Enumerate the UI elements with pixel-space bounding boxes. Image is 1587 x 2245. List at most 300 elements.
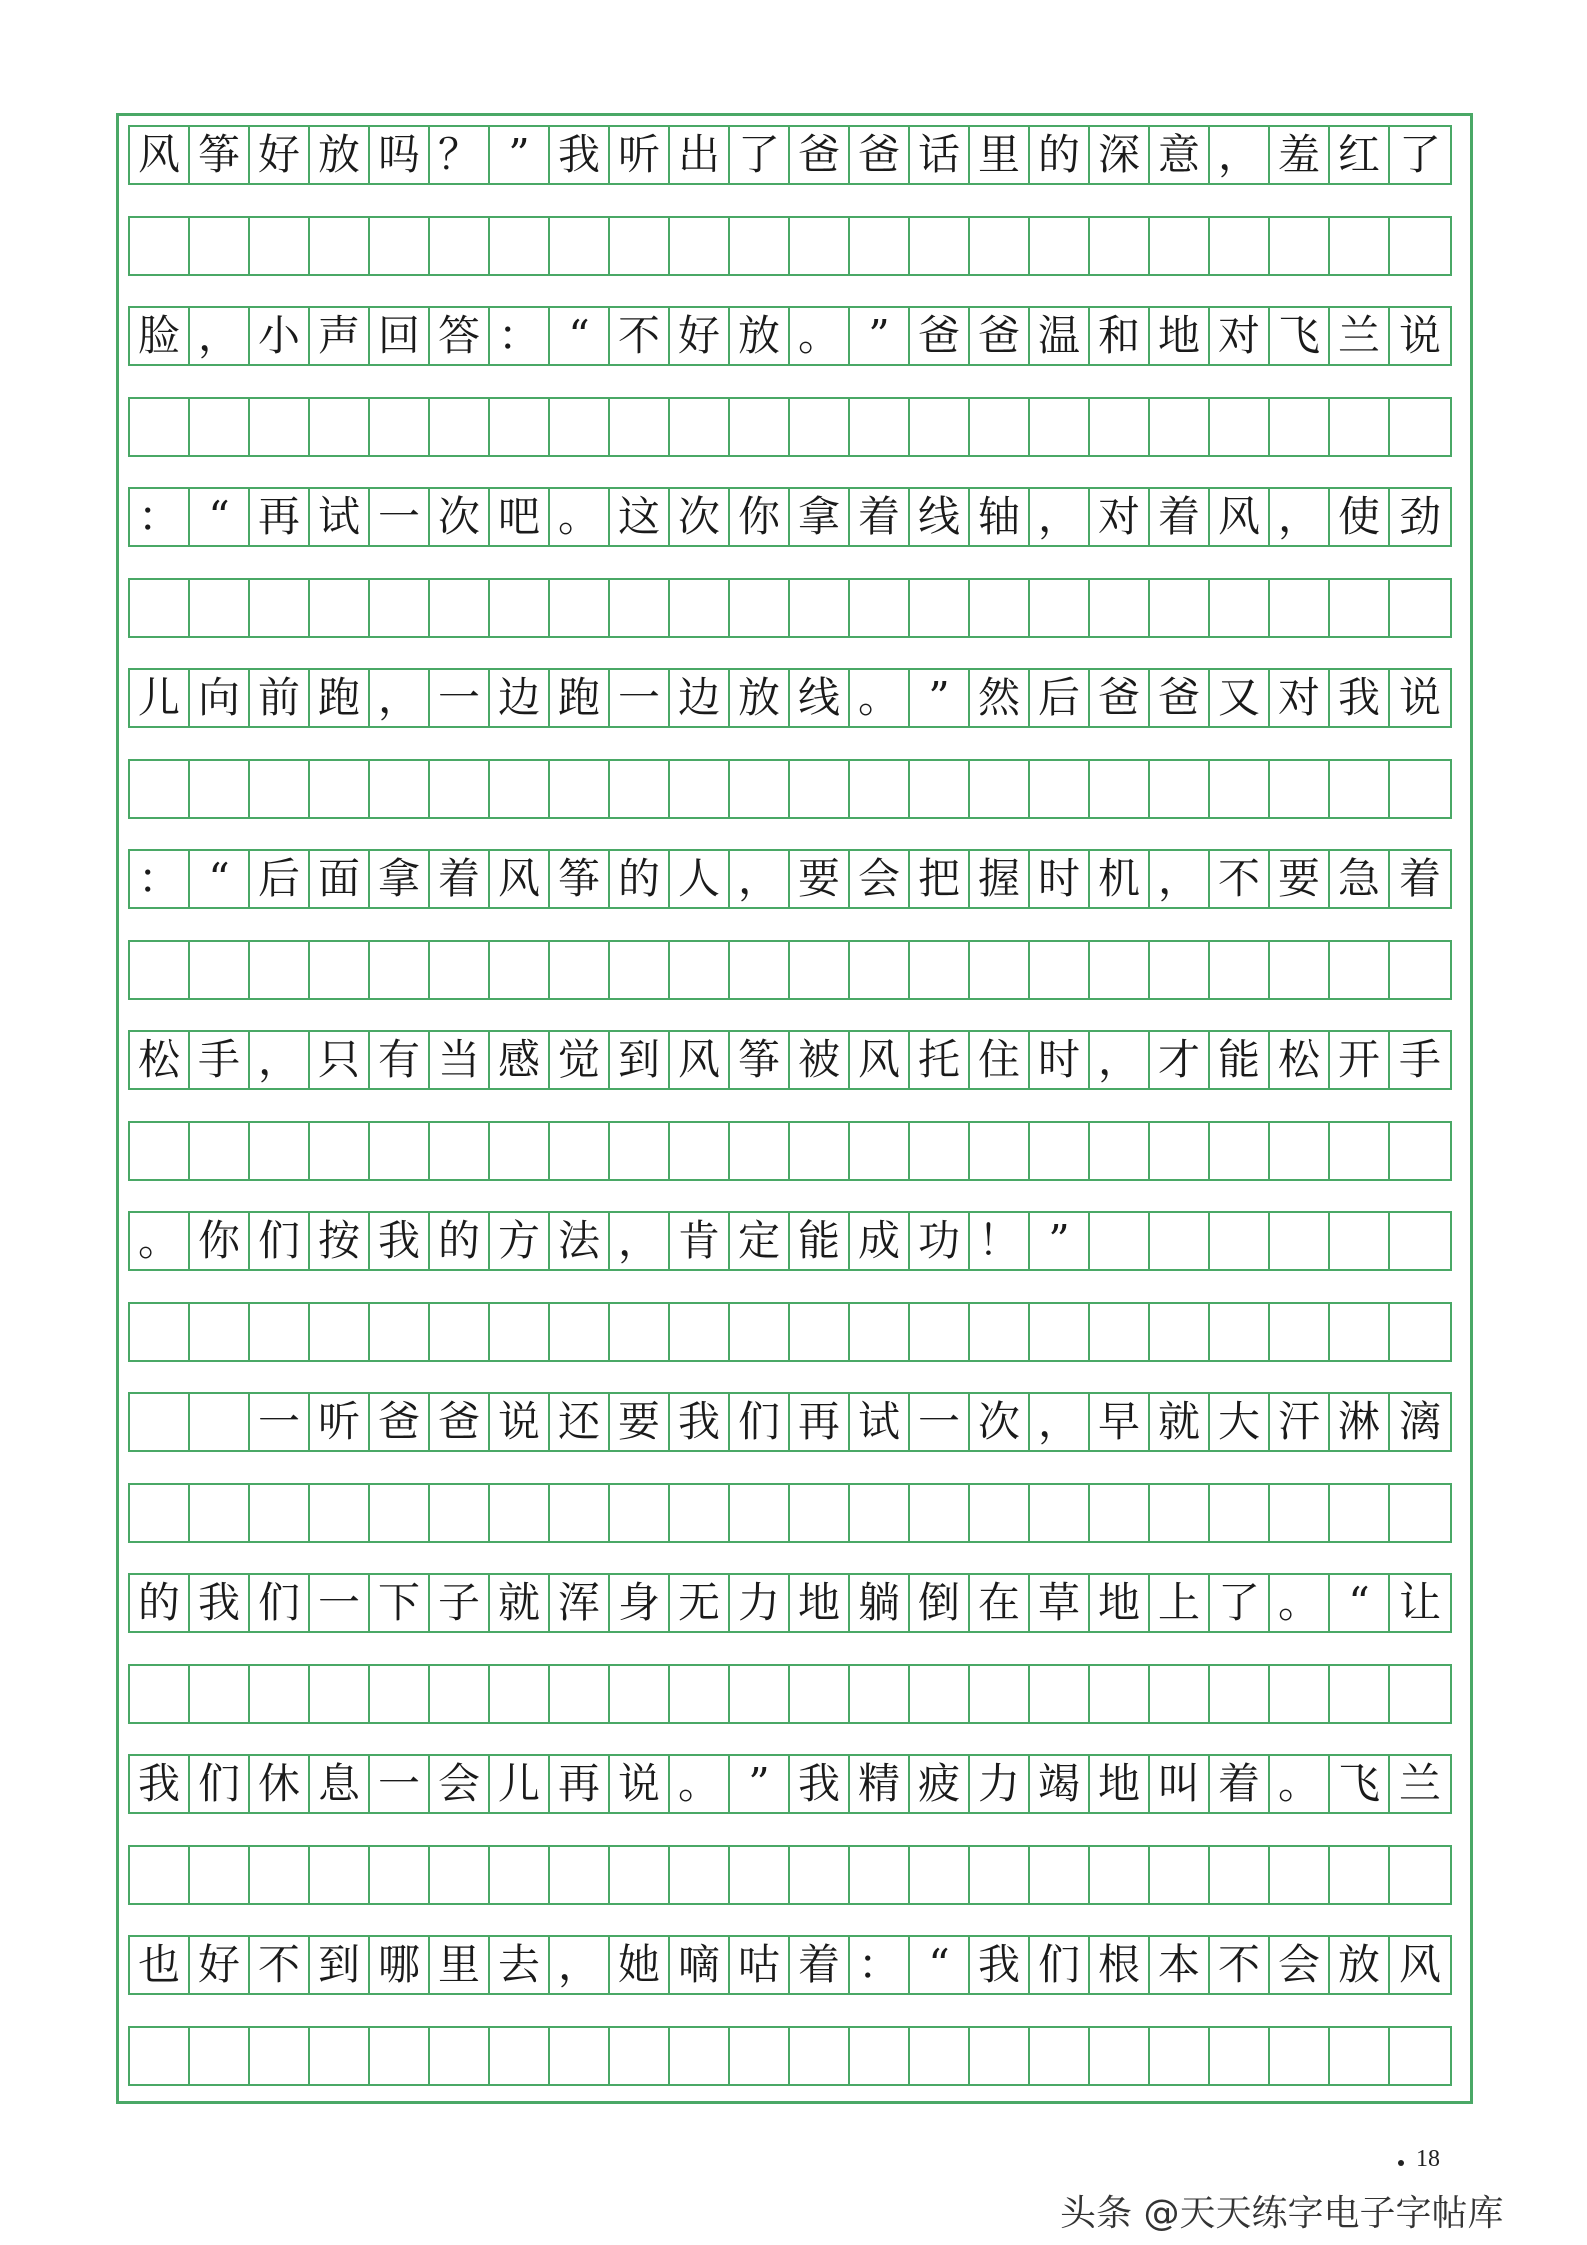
character-cell: 儿 [490,1756,550,1812]
practice-cell [1330,1666,1390,1722]
character-cell: 爸 [1150,670,1210,726]
character-cell: 功 [910,1213,970,1269]
practice-cell [850,1847,910,1903]
practice-cell [190,1304,250,1360]
character-cell: 一 [370,1756,430,1812]
practice-cell [130,218,190,274]
character-cell: 汗 [1270,1394,1330,1450]
practice-cell [250,1666,310,1722]
practice-cell [730,1485,790,1541]
character-cell: 爸 [370,1394,430,1450]
practice-cell [1270,1666,1330,1722]
practice-cell [130,1485,190,1541]
character-cell: 本 [1150,1937,1210,1993]
text-row [128,1754,1452,1814]
character-cell: 风 [670,1032,730,1088]
practice-cell [850,942,910,998]
character-cell: 爸 [790,127,850,183]
practice-cell [130,1847,190,1903]
character-cell: 里 [430,1937,490,1993]
character-cell: 的 [430,1213,490,1269]
practice-cell [670,218,730,274]
character-cell: 飞 [1330,1756,1390,1812]
practice-cell [250,218,310,274]
character-cell: 风 [1210,489,1270,545]
character-cell: 。 [130,1213,190,1269]
practice-cell [850,218,910,274]
practice-cell [1270,218,1330,274]
practice-cell [490,1847,550,1903]
practice-cell [1330,1847,1390,1903]
practice-cell [730,1666,790,1722]
practice-row [128,1483,1452,1543]
practice-cell [130,1666,190,1722]
practice-cell [310,2028,370,2084]
character-cell: 放 [1330,1937,1390,1993]
character-cell: 你 [730,489,790,545]
practice-cell [190,942,250,998]
practice-cell [1330,1123,1390,1179]
practice-cell [550,761,610,817]
practice-cell [1210,1847,1270,1903]
practice-cell [670,1485,730,1541]
practice-cell [910,580,970,636]
character-cell: 地 [1090,1575,1150,1631]
practice-cell [310,1847,370,1903]
practice-cell [970,1485,1030,1541]
character-cell: ， [1090,1032,1150,1088]
practice-cell [1150,761,1210,817]
practice-cell [1270,1123,1330,1179]
character-cell: 说 [1398,311,1441,360]
character-cell: ！ [970,1213,1030,1269]
character-cell [1270,1213,1330,1269]
practice-cell [970,1304,1030,1360]
character-cell: 住 [970,1032,1030,1088]
character-cell: 听 [610,127,670,183]
practice-cell [610,580,670,636]
character-cell: ， [1030,1394,1090,1450]
character-cell: 着 [1398,854,1441,903]
practice-cell [610,2028,670,2084]
practice-cell [1030,580,1090,636]
practice-cell [1150,1304,1210,1360]
practice-cell [790,2028,850,2084]
character-cell: 羞 [1270,127,1330,183]
practice-cell [1150,942,1210,998]
page-number-dot [1398,2160,1404,2166]
character-cell: 在 [970,1575,1030,1631]
practice-cell [250,399,310,455]
practice-cell [310,761,370,817]
practice-cell [910,2028,970,2084]
practice-cell [1390,1666,1450,1722]
practice-cell [790,942,850,998]
character-cell: ： [850,1937,910,1993]
character-cell: “ [550,308,610,364]
character-cell: 竭 [1030,1756,1090,1812]
character-cell: 。 [1270,1575,1330,1631]
practice-cell [310,942,370,998]
practice-cell [370,1847,430,1903]
character-cell: 兰 [1398,1759,1441,1808]
practice-cell [490,1666,550,1722]
practice-cell [550,1123,610,1179]
practice-cell [790,1304,850,1360]
practice-cell [190,1123,250,1179]
character-cell: 当 [430,1032,490,1088]
character-cell: 的 [130,1575,190,1631]
character-cell: 开 [1330,1032,1390,1088]
character-cell: 方 [490,1213,550,1269]
practice-row [128,2026,1452,2086]
character-cell: 无 [670,1575,730,1631]
character-cell: 跑 [310,670,370,726]
character-cell: 小 [250,308,310,364]
practice-cell [670,1123,730,1179]
character-cell: 不 [610,308,670,364]
practice-cell [1390,399,1450,455]
character-cell: 一 [610,670,670,726]
practice-cell [490,942,550,998]
practice-cell [490,399,550,455]
character-cell: 人 [670,851,730,907]
practice-cell [430,580,490,636]
character-cell: 握 [970,851,1030,907]
practice-cell [490,1123,550,1179]
character-cell: 风 [490,851,550,907]
character-cell: 还 [550,1394,610,1450]
practice-cell [430,1847,490,1903]
practice-cell [1210,761,1270,817]
practice-cell [1090,218,1150,274]
character-cell: 我 [190,1575,250,1631]
practice-cell [610,1123,670,1179]
character-cell: 好 [250,127,310,183]
practice-cell [130,580,190,636]
character-cell: 不 [1210,1937,1270,1993]
practice-cell [730,761,790,817]
character-cell: 觉 [550,1032,610,1088]
character-cell: 力 [970,1756,1030,1812]
practice-cell [610,942,670,998]
character-cell: “ [910,1937,970,1993]
character-cell: 出 [670,127,730,183]
character-cell: 使 [1330,489,1390,545]
practice-cell [550,218,610,274]
practice-cell [730,1847,790,1903]
character-cell: 劲 [1398,492,1441,541]
practice-cell [1150,1485,1210,1541]
practice-cell [1270,1485,1330,1541]
character-cell: 早 [1090,1394,1150,1450]
character-cell: 线 [910,489,970,545]
practice-cell [850,580,910,636]
practice-cell [1390,1123,1450,1179]
practice-cell [610,761,670,817]
character-cell: 爸 [850,127,910,183]
practice-cell [790,1666,850,1722]
character-cell: 爸 [430,1394,490,1450]
character-cell: 温 [1030,308,1090,364]
character-cell: ， [1270,489,1330,545]
character-cell: ， [730,851,790,907]
practice-cell [130,399,190,455]
practice-cell [190,2028,250,2084]
practice-cell [1210,218,1270,274]
practice-cell [1330,580,1390,636]
practice-cell [730,1304,790,1360]
character-cell: 说 [1398,673,1441,722]
character-cell: 有 [370,1032,430,1088]
character-cell [1150,1213,1210,1269]
character-cell: 。 [1270,1756,1330,1812]
character-cell: 浑 [550,1575,610,1631]
practice-cell [490,1304,550,1360]
practice-cell [1090,399,1150,455]
character-cell: 你 [190,1213,250,1269]
practice-cell [370,761,430,817]
character-cell: 机 [1090,851,1150,907]
character-cell: 被 [790,1032,850,1088]
practice-cell [430,1666,490,1722]
practice-cell [850,1123,910,1179]
text-row [128,1030,1452,1090]
practice-cell [670,399,730,455]
practice-cell [370,1123,430,1179]
character-cell: ， [370,670,430,726]
character-cell: 力 [730,1575,790,1631]
practice-cell [850,1304,910,1360]
character-cell: 到 [610,1032,670,1088]
character-cell: 好 [190,1937,250,1993]
character-cell: 放 [730,308,790,364]
practice-cell [1330,399,1390,455]
character-cell: ， [250,1032,310,1088]
text-row [128,1392,1452,1452]
character-cell: 精 [850,1756,910,1812]
character-cell: “ [190,851,250,907]
character-cell: ” [490,127,550,183]
character-cell: 深 [1090,127,1150,183]
practice-cell [130,2028,190,2084]
practice-cell [190,580,250,636]
practice-row [128,1664,1452,1724]
practice-row [128,759,1452,819]
character-cell: 草 [1030,1575,1090,1631]
character-cell: 只 [310,1032,370,1088]
character-cell: 定 [730,1213,790,1269]
practice-cell [550,1666,610,1722]
character-cell: 我 [1330,670,1390,726]
character-cell: 。 [850,670,910,726]
character-cell: 躺 [850,1575,910,1631]
practice-cell [1390,1485,1450,1541]
practice-cell [790,399,850,455]
practice-cell [1270,580,1330,636]
practice-cell [190,1485,250,1541]
practice-cell [1390,1304,1450,1360]
character-cell: 筝 [730,1032,790,1088]
practice-cell [190,218,250,274]
practice-cell [370,399,430,455]
practice-cell [910,399,970,455]
character-cell: 去 [490,1937,550,1993]
character-cell: 才 [1150,1032,1210,1088]
practice-cell [190,1666,250,1722]
practice-cell [1390,1847,1450,1903]
text-row [128,1573,1452,1633]
practice-cell [910,942,970,998]
character-cell: 法 [550,1213,610,1269]
character-cell: 一 [250,1394,310,1450]
character-cell: 时 [1030,1032,1090,1088]
character-cell: 就 [490,1575,550,1631]
character-cell: 急 [1330,851,1390,907]
practice-cell [1150,1847,1210,1903]
practice-cell [430,1485,490,1541]
practice-cell [1330,1485,1390,1541]
character-cell: ， [610,1213,670,1269]
character-cell: 答 [430,308,490,364]
character-cell: “ [1330,1575,1390,1631]
character-cell: 也 [130,1937,190,1993]
practice-cell [610,399,670,455]
practice-cell [250,1304,310,1360]
character-cell: ” [730,1756,790,1812]
character-cell: 子 [430,1575,490,1631]
practice-cell [1150,580,1210,636]
character-cell: 要 [610,1394,670,1450]
character-cell: 身 [610,1575,670,1631]
character-cell: 放 [730,670,790,726]
practice-cell [310,1304,370,1360]
page-number: 18 [1416,2146,1440,2172]
practice-cell [430,1123,490,1179]
character-cell: 手 [1398,1035,1441,1084]
character-cell: 手 [190,1032,250,1088]
character-cell: 飞 [1270,308,1330,364]
character-cell: 我 [370,1213,430,1269]
writing-grid-sheet [116,113,1473,2104]
practice-cell [850,1485,910,1541]
practice-cell [1030,761,1090,817]
character-cell: ， [1210,127,1270,183]
practice-cell [1210,2028,1270,2084]
practice-cell [610,218,670,274]
practice-cell [250,580,310,636]
practice-cell [370,2028,430,2084]
character-cell: 要 [1270,851,1330,907]
character-cell: 们 [1030,1937,1090,1993]
practice-cell [790,580,850,636]
practice-cell [790,761,850,817]
practice-cell [670,942,730,998]
character-cell: 次 [670,489,730,545]
character-cell: ” [1030,1213,1090,1269]
character-cell [1390,1213,1450,1269]
practice-row [128,940,1452,1000]
practice-cell [430,218,490,274]
practice-cell [1210,1666,1270,1722]
character-cell: 声 [310,308,370,364]
practice-row [128,1302,1452,1362]
practice-row [128,1845,1452,1905]
practice-cell [790,218,850,274]
character-cell: 了 [730,127,790,183]
practice-cell [730,2028,790,2084]
practice-cell [910,1666,970,1722]
character-cell: 兰 [1330,308,1390,364]
practice-cell [310,218,370,274]
practice-cell [370,580,430,636]
character-cell: 大 [1210,1394,1270,1450]
practice-cell [670,580,730,636]
character-cell: 拿 [370,851,430,907]
character-cell: 风 [850,1032,910,1088]
character-cell: 对 [1270,670,1330,726]
practice-cell [310,1485,370,1541]
character-cell: 次 [970,1394,1030,1450]
text-row [128,306,1452,366]
character-cell: 意 [1150,127,1210,183]
character-cell: 地 [790,1575,850,1631]
practice-row [128,397,1452,457]
character-cell: 吧 [490,489,550,545]
practice-cell [970,218,1030,274]
practice-cell [370,1304,430,1360]
character-cell: 爸 [910,308,970,364]
practice-cell [1390,580,1450,636]
practice-cell [850,1666,910,1722]
practice-cell [370,1485,430,1541]
practice-cell [1030,218,1090,274]
practice-cell [1090,1666,1150,1722]
character-cell: 让 [1398,1578,1441,1627]
practice-cell [1330,942,1390,998]
practice-cell [130,1123,190,1179]
character-cell: 回 [370,308,430,364]
text-row [128,487,1452,547]
practice-cell [250,942,310,998]
character-cell: 能 [1210,1032,1270,1088]
practice-cell [970,2028,1030,2084]
character-cell: 嘀 [670,1937,730,1993]
character-cell: 风 [1398,1940,1441,1989]
character-cell: 托 [910,1032,970,1088]
character-cell: 再 [790,1394,850,1450]
practice-cell [1390,761,1450,817]
practice-cell [1090,1304,1150,1360]
character-cell: 然 [970,670,1030,726]
practice-cell [490,761,550,817]
character-cell: 一 [370,489,430,545]
practice-cell [550,1485,610,1541]
character-cell: 着 [430,851,490,907]
practice-cell [910,1847,970,1903]
practice-cell [370,218,430,274]
character-cell: 。 [550,489,610,545]
practice-cell [310,580,370,636]
character-cell: 息 [310,1756,370,1812]
character-cell: 话 [910,127,970,183]
practice-cell [610,1666,670,1722]
character-cell: 哪 [370,1937,430,1993]
practice-cell [430,1304,490,1360]
character-cell: 着 [850,489,910,545]
character-cell: 们 [250,1213,310,1269]
character-cell: 这 [610,489,670,545]
